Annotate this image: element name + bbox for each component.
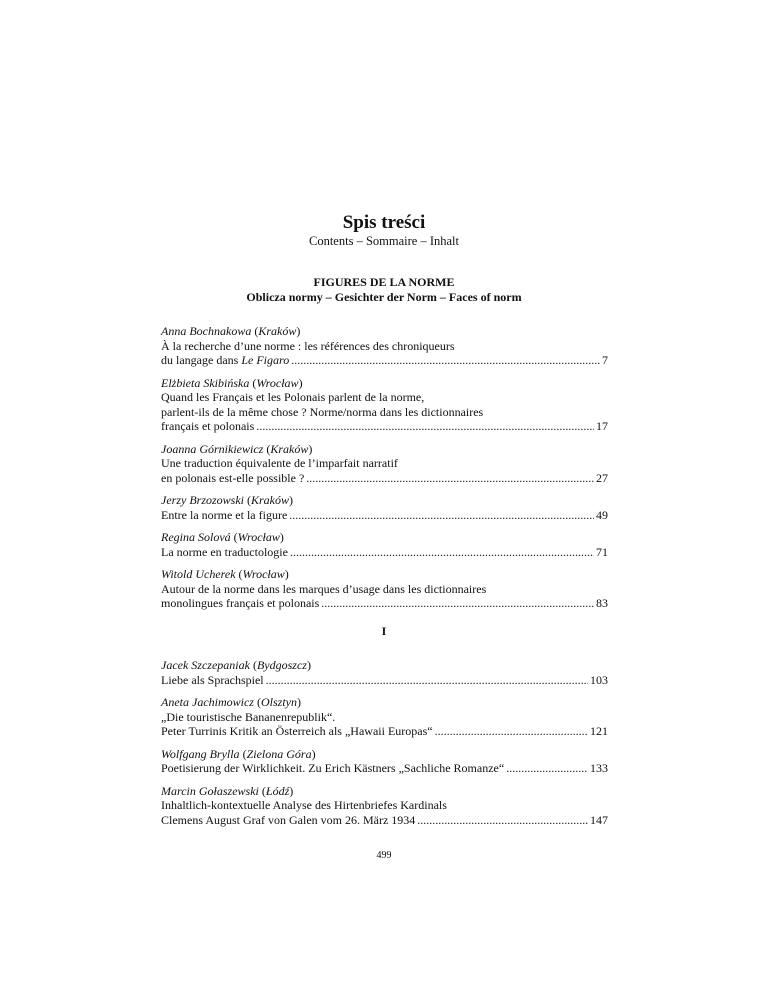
author-name: Wolfgang Brylla [161, 746, 240, 761]
toc-entry[interactable] [161, 658, 608, 687]
entry-title-last-line [161, 724, 608, 739]
entry-title-part: Entre la norme et la figure [161, 507, 288, 522]
author-place: Bydgoszcz [256, 658, 307, 672]
entry-author-line: Jacek Szczepaniak (Bydgoszcz) [161, 658, 311, 672]
entry-title-part: La norme en traductologie [161, 544, 288, 559]
page-number: 499 [376, 850, 392, 861]
leader-dots [506, 761, 588, 776]
author-place: Kraków [270, 441, 309, 456]
toc-entry[interactable] [161, 442, 608, 486]
author-name: Jacek Szczepaniak [161, 658, 250, 672]
entry-title-text [161, 419, 254, 434]
entry-title-text [161, 596, 319, 611]
page-ref: 27 [596, 470, 608, 485]
author-name: Marcin Gołaszewski [161, 783, 259, 798]
page-ref: 121 [590, 724, 608, 739]
entry-title-part: du langage dans [161, 353, 242, 368]
toc-section-2 [161, 658, 608, 835]
page-title: Spis treści [342, 212, 426, 233]
entry-title-text [161, 545, 288, 560]
entry-title-part: monolingues français et polonais [161, 596, 320, 611]
toc-entry[interactable] [161, 530, 608, 559]
leader-dots [290, 545, 594, 560]
author-name: Joanna Górnikiewicz [161, 441, 264, 456]
author-place: Olsztyn [260, 694, 297, 709]
entry-title-line: parlent-ils de la même chose ? Norme/norma dans les dictionnaires [161, 404, 484, 419]
section-title: I [381, 624, 387, 638]
author-place: Wrocław [237, 530, 280, 545]
page-subtitle: Contents – Sommaire – Inhalt [309, 234, 459, 248]
toc-entry[interactable] [161, 784, 608, 828]
entry-title-text [161, 673, 264, 688]
entry-title-last-line [161, 508, 608, 523]
author-place: Kraków [251, 493, 290, 508]
entry-author-line: Regina Solová (Wrocław) [161, 530, 284, 545]
entry-author-line: Aneta Jachimowicz (Olsztyn) [161, 694, 301, 709]
author-name: Aneta Jachimowicz [161, 694, 254, 709]
toc-entry[interactable] [161, 493, 608, 522]
entry-title-last-line [161, 761, 608, 776]
entry-title-part: Clemens August Graf von Galen vom 26. März 1934 [161, 812, 416, 827]
toc-entry[interactable] [161, 324, 608, 368]
author-place: Wrocław [256, 375, 299, 390]
entry-title-part: Peter Turrinis Kritik an Österreich als „Hawaii Europas“ [161, 724, 433, 739]
leader-dots [289, 508, 594, 523]
entry-title-part: Poetisierung der Wirklichkeit. Zu Erich Kästners „Sachliche Romanze“ [161, 761, 505, 776]
author-place: Łódź [265, 783, 290, 798]
entry-title-part: français et polonais [161, 419, 255, 434]
entry-title-text [161, 724, 433, 739]
author-name: Jerzy Brzozowski [161, 493, 244, 508]
entry-author-line: Jerzy Brzozowski (Kraków) [161, 493, 294, 508]
entry-author-line: Joanna Górnikiewicz (Kraków) [161, 441, 313, 456]
section-heading [0, 624, 768, 639]
entry-author-line: Elżbieta Skibińska (Wrocław) [161, 375, 303, 390]
entry-title-part: Liebe als Sprachspiel [161, 672, 264, 687]
page-ref: 71 [596, 544, 608, 559]
leader-dots [306, 471, 594, 486]
leader-dots [435, 724, 588, 739]
entry-title-last-line [161, 673, 608, 688]
entry-title-last-line [161, 813, 608, 828]
entry-title-text [161, 353, 289, 368]
entry-title-text [161, 761, 504, 776]
page-ref: 147 [590, 812, 608, 827]
author-name: Elżbieta Skibińska [161, 375, 250, 390]
entry-author-line: Witold Ucherek (Wrocław) [161, 567, 289, 582]
entry-title-last-line [161, 419, 608, 434]
page-ref: 103 [590, 672, 608, 687]
entry-title-line: „Die touristische Bananenrepublik“. [161, 709, 336, 724]
page-ref: 7 [602, 353, 608, 368]
section-heading [0, 275, 768, 305]
entry-title-last-line [161, 545, 608, 560]
entry-title-line: Quand les Français et les Polonais parlent de la norme, [161, 390, 425, 405]
author-place: Zielona Góra [246, 746, 312, 761]
entry-title-line: Inhaltlich-kontextuelle Analyse des Hirtenbriefes Kardinals [161, 798, 447, 813]
page-ref: 133 [590, 761, 608, 776]
entry-title-line: Une traduction équivalente de l’imparfait narratif [161, 456, 398, 471]
author-place: Kraków [258, 324, 297, 338]
leader-dots [291, 353, 600, 368]
entry-author-line: Marcin Gołaszewski (Łódź) [161, 783, 294, 798]
author-name: Witold Ucherek [161, 567, 236, 582]
leader-dots [266, 673, 588, 688]
entry-title-text [161, 813, 415, 828]
entry-author-line: Anna Bochnakowa (Kraków) [161, 324, 301, 338]
entry-title-last-line [161, 353, 608, 368]
section-subtitle: Oblicza normy – Gesichter der Norm – Faces of norm [246, 290, 522, 304]
entry-author-line: Wolfgang Brylla (Zielona Góra) [161, 746, 316, 761]
entry-title-text [161, 471, 304, 486]
page-ref: 49 [596, 507, 608, 522]
entry-title-italic: Le Figaro [241, 353, 290, 368]
entry-title-last-line [161, 596, 608, 611]
toc-entry[interactable] [161, 567, 608, 611]
entry-title-text [161, 508, 287, 523]
toc-section-1 [161, 324, 608, 619]
author-place: Wrocław [242, 567, 285, 582]
page-ref: 83 [596, 596, 608, 611]
leader-dots [321, 596, 594, 611]
toc-entry[interactable] [161, 747, 608, 776]
author-name: Anna Bochnakowa [161, 324, 252, 338]
entry-title-part: en polonais est-elle possible ? [161, 470, 305, 485]
toc-entry[interactable] [161, 376, 608, 434]
entry-title-line: À la recherche d’une norme : les références des chroniqueurs [161, 338, 455, 353]
leader-dots [256, 419, 594, 434]
section-title: FIGURES DE LA NORME [313, 275, 455, 289]
entry-title-line: Autour de la norme dans les marques d’usage dans les dictionnaires [161, 581, 487, 596]
leader-dots [417, 813, 588, 828]
page-ref: 17 [596, 419, 608, 434]
author-name: Regina Solová [161, 530, 231, 545]
toc-entry[interactable] [161, 695, 608, 739]
entry-title-last-line [161, 471, 608, 486]
